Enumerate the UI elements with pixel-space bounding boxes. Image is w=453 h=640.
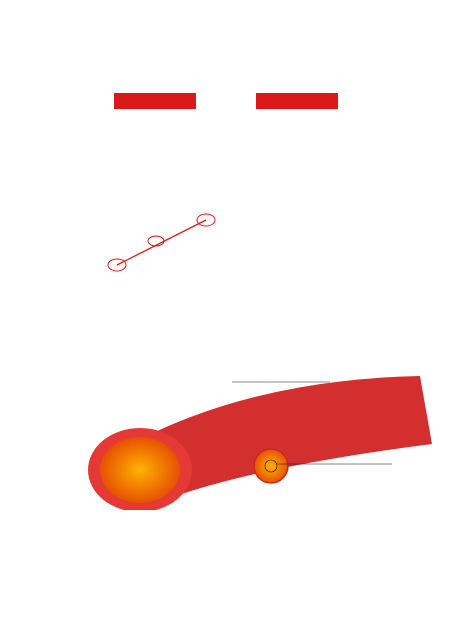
strand-detail <box>254 449 288 483</box>
example-circle-mm2 <box>148 236 164 246</box>
band-12v <box>114 93 196 109</box>
band-24v <box>256 93 338 109</box>
example-line <box>117 220 206 265</box>
cable-end-core <box>100 437 180 503</box>
cable-diagram <box>0 370 453 510</box>
